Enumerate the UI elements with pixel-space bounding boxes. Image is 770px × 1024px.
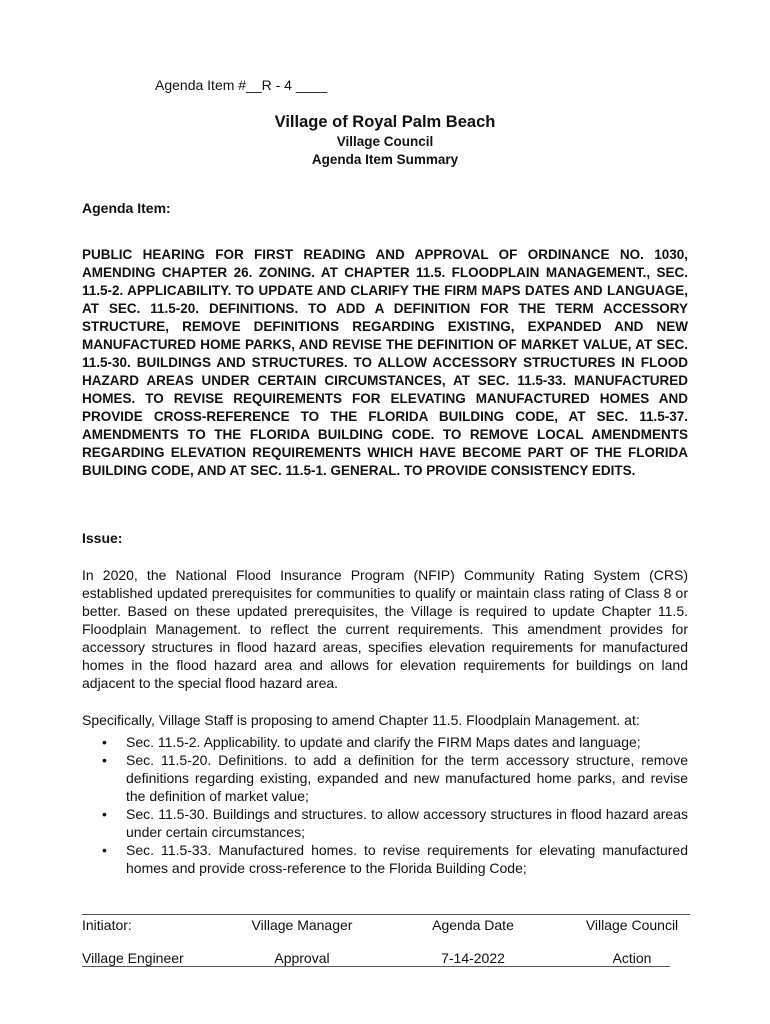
council-label: Village Council: [585, 917, 679, 933]
agenda-item-number: Agenda Item #__R - 4 ____: [155, 77, 328, 93]
agenda-item-text: PUBLIC HEARING FOR FIRST READING AND APPROVAL OF ORDINANCE NO. 1030, AMENDING CHAPTER 26. ZONING. AT CHAPTER 11.5. FLOODPLAIN MANAGEMENT., SEC. 11.5-2. APPLICABILITY. TO UPDATE AND CLARIFY THE FIRM MAPS DATES AND LANGUAGE, AT SEC. 11.5-20. DEFINITIONS. TO ADD A DEFINITION FOR THE TERM ACCESSORY STRUCTURE, REMOVE DEFINITIONS REGARDING EXISTING, EXPANDED AND NEW MANUFACTURED HOME PARKS, AND REVISE THE DEFINITION OF MARKET VALUE, AT SEC. 11.5-30. BUILDINGS AND STRUCTURES. TO ALLOW ACCESSORY STRUCTURES IN FLOOD HAZARD AREAS UNDER CERTAIN CIRCUMSTANCES, AT SEC. 11.5-33. MANUFACTURED HOMES. TO REVISE REQUIREMENTS FOR ELEVATING MANUFACTURED HOMES AND PROVIDE CROSS-REFERENCE TO THE FLORIDA BUILDING CODE, AT SEC. 11.5-37. AMENDMENTS TO THE FLORIDA BUILDING CODE. TO REMOVE LOCAL AMENDMENTS REGARDING ELEVATION REQUIREMENTS WHICH HAVE BECOME PART OF THE FLORIDA BUILDING CODE, AND AT SEC. 11.5-1. GENERAL. TO PROVIDE CONSISTENCY EDITS.: [82, 247, 688, 478]
footer-divider-bottom: [82, 966, 670, 967]
bullet-icon: •: [102, 842, 107, 858]
manager-value: Approval: [274, 950, 330, 966]
initiator-label: Initiator:: [82, 917, 132, 933]
list-item: [82, 805, 688, 841]
issue-paragraph: In 2020, the National Flood Insurance Program (NFIP) Community Rating System (CRS) established updated prerequisites for communities to qualify or maintain class rating of Class 8 or better. Based on these updated prerequisites, the Village is required to update Chapter 11.5. Floodplain Management. to reflect the current requirements. This amendment provides for accessory structures in flood hazard areas, specifies elevation requirements for manufactured homes in the flood hazard area and allows for elevation requirements for buildings on land adjacent to the special flood hazard area.: [82, 567, 688, 691]
list-item: [82, 751, 688, 805]
agenda-item-label: Agenda Item:: [82, 200, 171, 216]
manager-label: Village Manager: [251, 917, 353, 933]
agenda-date-value: 7-14-2022: [441, 950, 505, 966]
bullet-icon: •: [102, 806, 107, 822]
bullet-icon: •: [102, 752, 107, 768]
initiator-value: Village Engineer: [82, 950, 184, 966]
issue-label: Issue:: [82, 530, 123, 546]
amendment-list: [82, 733, 688, 877]
list-item-text: Sec. 11.5-20. Definitions. to add a definition for the term accessory structure, remove definitions regarding existing, expanded and new manufactured home parks, and revise the definition of market value;: [126, 752, 688, 804]
issue-intro: Specifically, Village Staff is proposing to amend Chapter 11.5. Floodplain Management. at:: [82, 712, 640, 728]
footer-divider-top: [82, 914, 690, 915]
council-value: Action: [612, 950, 652, 966]
document-subtitle: Village Council: [336, 134, 434, 149]
list-item-text: Sec. 11.5-33. Manufactured homes. to revise requirements for elevating manufactured homes and provide cross-reference to the Florida Building Code;: [126, 842, 688, 876]
list-item-text: Sec. 11.5-2. Applicability. to update and clarify the FIRM Maps dates and language;: [126, 734, 641, 750]
document-type: Agenda Item Summary: [311, 152, 459, 167]
list-item: [82, 733, 688, 751]
list-item: [82, 841, 688, 877]
document-title: Village of Royal Palm Beach: [274, 113, 496, 131]
list-item-text: Sec. 11.5-30. Buildings and structures. to allow accessory structures in flood hazard areas under certain circumstances;: [126, 806, 688, 840]
bullet-icon: •: [102, 734, 107, 750]
agenda-date-label: Agenda Date: [432, 917, 514, 933]
